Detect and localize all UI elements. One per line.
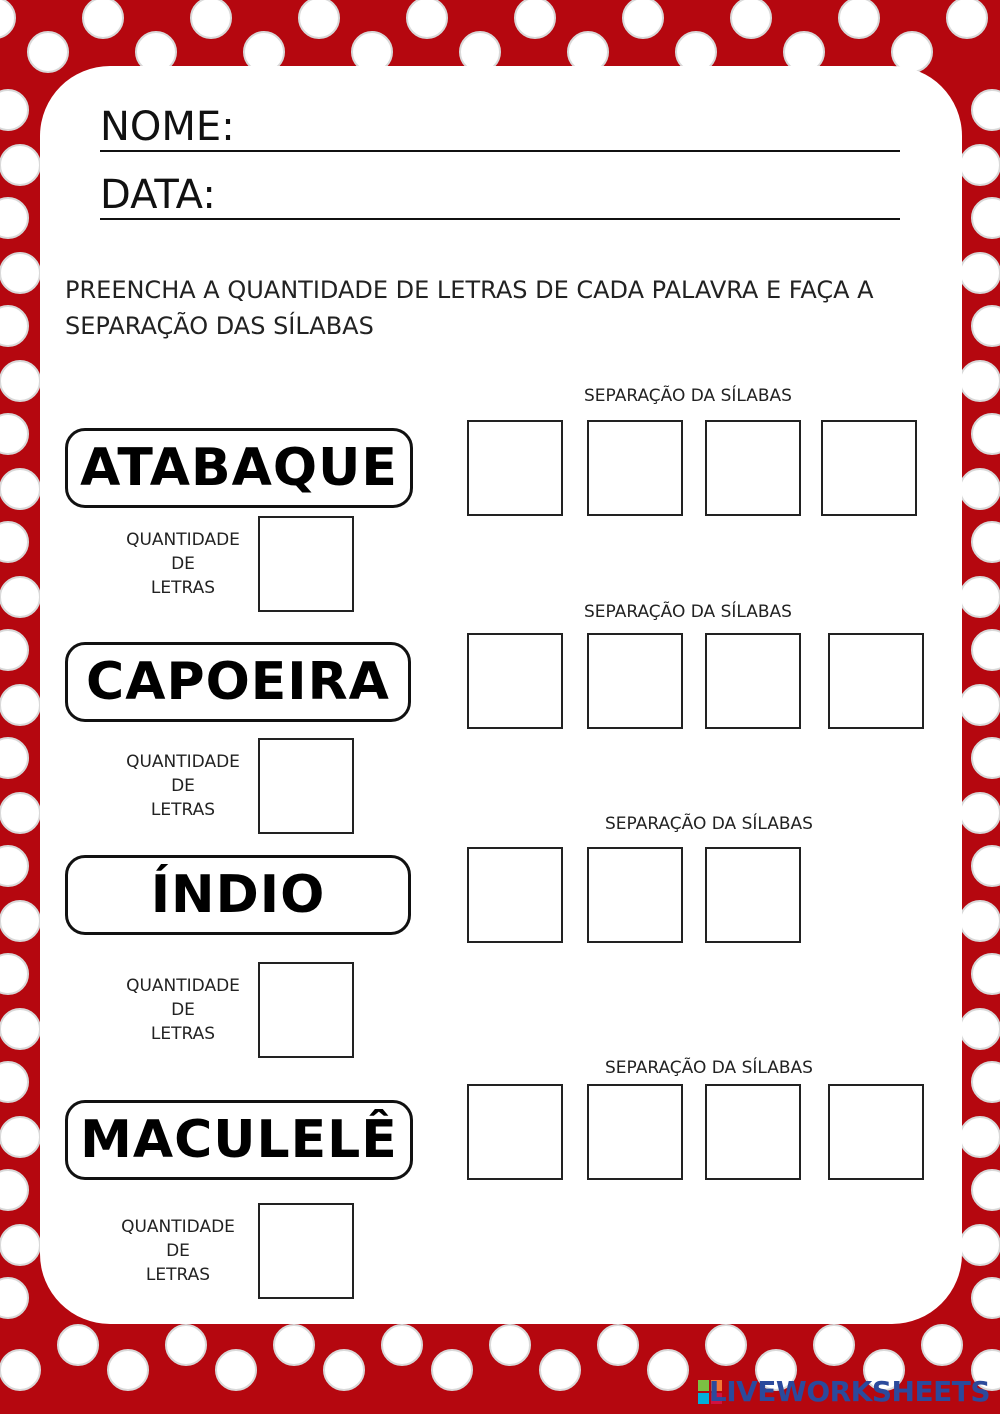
polka-dot xyxy=(191,0,231,38)
polka-dot xyxy=(0,1225,40,1265)
polka-dot xyxy=(960,1117,1000,1157)
syllable-label-2: SEPARAÇÃO DA SÍLABAS xyxy=(584,602,792,622)
polka-dot xyxy=(972,1278,1000,1318)
polka-dot xyxy=(623,0,663,38)
polka-dot xyxy=(407,0,447,38)
polka-dot xyxy=(0,793,40,833)
syllable-box-2-1[interactable] xyxy=(467,633,563,729)
syllable-box-3-2[interactable] xyxy=(587,847,683,943)
syllable-box-3-1[interactable] xyxy=(467,847,563,943)
polka-dot xyxy=(324,1350,364,1390)
polka-dot xyxy=(0,522,28,562)
polka-dot xyxy=(960,901,1000,941)
syllable-box-4-2[interactable] xyxy=(587,1084,683,1180)
polka-dot xyxy=(960,253,1000,293)
polka-dot xyxy=(972,414,1000,454)
polka-dot xyxy=(972,1170,1000,1210)
polka-dot xyxy=(216,1350,256,1390)
qty-label-line: QUANTIDADE xyxy=(126,752,240,772)
polka-dot xyxy=(0,630,28,670)
syllable-box-1-4[interactable] xyxy=(821,420,917,516)
syllable-box-1-3[interactable] xyxy=(705,420,801,516)
polka-dot xyxy=(382,1325,422,1365)
worksheet-card xyxy=(40,66,962,1324)
polka-dot xyxy=(540,1350,580,1390)
instructions-text: PREENCHA A QUANTIDADE DE LETRAS DE CADA PALAVRA E FAÇA A SEPARAÇÃO DAS SÍLABAS xyxy=(65,276,874,340)
polka-dot xyxy=(706,1325,746,1365)
letter-count-box-4[interactable] xyxy=(258,1203,354,1299)
polka-dot xyxy=(28,32,68,72)
qty-label-line: LETRAS xyxy=(145,1265,211,1285)
polka-dot xyxy=(0,738,28,778)
syllable-box-4-3[interactable] xyxy=(705,1084,801,1180)
qty-label-line: LETRAS xyxy=(150,1024,216,1044)
word-box-3: ÍNDIO xyxy=(65,855,411,935)
polka-dot xyxy=(814,1325,854,1365)
polka-dot xyxy=(960,1225,1000,1265)
polka-dot xyxy=(0,1350,40,1390)
polka-dot xyxy=(839,0,879,38)
polka-dot xyxy=(947,0,987,38)
word-box-1: ATABAQUE xyxy=(65,428,413,508)
polka-dot xyxy=(972,306,1000,346)
polka-dot xyxy=(598,1325,638,1365)
qty-label-2 xyxy=(118,750,248,822)
polka-dot xyxy=(972,738,1000,778)
polka-dot xyxy=(108,1350,148,1390)
polka-dot xyxy=(972,198,1000,238)
polka-dot xyxy=(0,361,40,401)
polka-dot xyxy=(166,1325,206,1365)
polka-dot xyxy=(972,522,1000,562)
polka-dot xyxy=(972,954,1000,994)
syllable-label-3: SEPARAÇÃO DA SÍLABAS xyxy=(605,814,813,834)
polka-dot xyxy=(0,901,40,941)
polka-dot xyxy=(490,1325,530,1365)
polka-dot xyxy=(972,90,1000,130)
syllable-label-1: SEPARAÇÃO DA SÍLABAS xyxy=(584,386,792,406)
syllable-box-2-3[interactable] xyxy=(705,633,801,729)
name-line[interactable] xyxy=(100,150,900,152)
syllable-box-4-4[interactable] xyxy=(828,1084,924,1180)
qty-label-line: DE xyxy=(166,1241,190,1261)
polka-dot xyxy=(0,685,40,725)
syllable-box-3-3[interactable] xyxy=(705,847,801,943)
polka-dot xyxy=(972,1062,1000,1102)
letter-count-box-2[interactable] xyxy=(258,738,354,834)
qty-label-1 xyxy=(118,528,248,600)
syllable-box-2-4[interactable] xyxy=(828,633,924,729)
polka-dot xyxy=(960,685,1000,725)
letter-count-box-3[interactable] xyxy=(258,962,354,1058)
polka-dot xyxy=(0,1278,28,1318)
polka-dot xyxy=(0,1009,40,1049)
polka-dot xyxy=(0,253,40,293)
polka-dot xyxy=(960,145,1000,185)
word-box-4: MACULELÊ xyxy=(65,1100,413,1180)
letter-count-box-1[interactable] xyxy=(258,516,354,612)
polka-dot xyxy=(58,1325,98,1365)
qty-label-line: DE xyxy=(171,554,195,574)
polka-dot xyxy=(432,1350,472,1390)
polka-dot xyxy=(299,0,339,38)
polka-dot xyxy=(960,361,1000,401)
polka-dot xyxy=(0,306,28,346)
name-label: NOME: xyxy=(100,104,235,150)
polka-dot xyxy=(0,414,28,454)
polka-dot xyxy=(0,577,40,617)
syllable-box-4-1[interactable] xyxy=(467,1084,563,1180)
polka-dot xyxy=(648,1350,688,1390)
polka-dot xyxy=(0,846,28,886)
date-label: DATA: xyxy=(100,172,216,218)
polka-dot xyxy=(972,846,1000,886)
qty-label-line: DE xyxy=(171,776,195,796)
qty-label-4 xyxy=(113,1215,243,1287)
polka-dot xyxy=(515,0,555,38)
syllable-box-2-2[interactable] xyxy=(587,633,683,729)
polka-dot xyxy=(83,0,123,38)
word-box-2: CAPOEIRA xyxy=(65,642,411,722)
liveworksheets-brand[interactable]: LIVEWORKSHEETS xyxy=(708,1375,990,1408)
polka-dot xyxy=(972,630,1000,670)
polka-dot xyxy=(274,1325,314,1365)
polka-dot xyxy=(960,793,1000,833)
syllable-label-4: SEPARAÇÃO DA SÍLABAS xyxy=(605,1058,813,1078)
polka-dot xyxy=(960,469,1000,509)
polka-dot xyxy=(0,145,40,185)
qty-label-line: LETRAS xyxy=(150,578,216,598)
polka-dot xyxy=(960,1009,1000,1049)
qty-label-line: DE xyxy=(171,1000,195,1020)
polka-dot xyxy=(960,577,1000,617)
polka-dot xyxy=(0,954,28,994)
qty-label-line: QUANTIDADE xyxy=(121,1217,235,1237)
qty-label-line: LETRAS xyxy=(150,800,216,820)
polka-dot xyxy=(922,1325,962,1365)
syllable-box-1-2[interactable] xyxy=(587,420,683,516)
qty-label-line: QUANTIDADE xyxy=(126,976,240,996)
date-line[interactable] xyxy=(100,218,900,220)
polka-dot xyxy=(0,469,40,509)
polka-dot xyxy=(0,1117,40,1157)
polka-dot xyxy=(0,90,28,130)
polka-dot xyxy=(731,0,771,38)
syllable-box-1-1[interactable] xyxy=(467,420,563,516)
qty-label-3 xyxy=(118,974,248,1046)
polka-dot xyxy=(0,1062,28,1102)
polka-dot xyxy=(0,0,15,38)
polka-dot xyxy=(0,198,28,238)
qty-label-line: QUANTIDADE xyxy=(126,530,240,550)
polka-dot xyxy=(0,1170,28,1210)
